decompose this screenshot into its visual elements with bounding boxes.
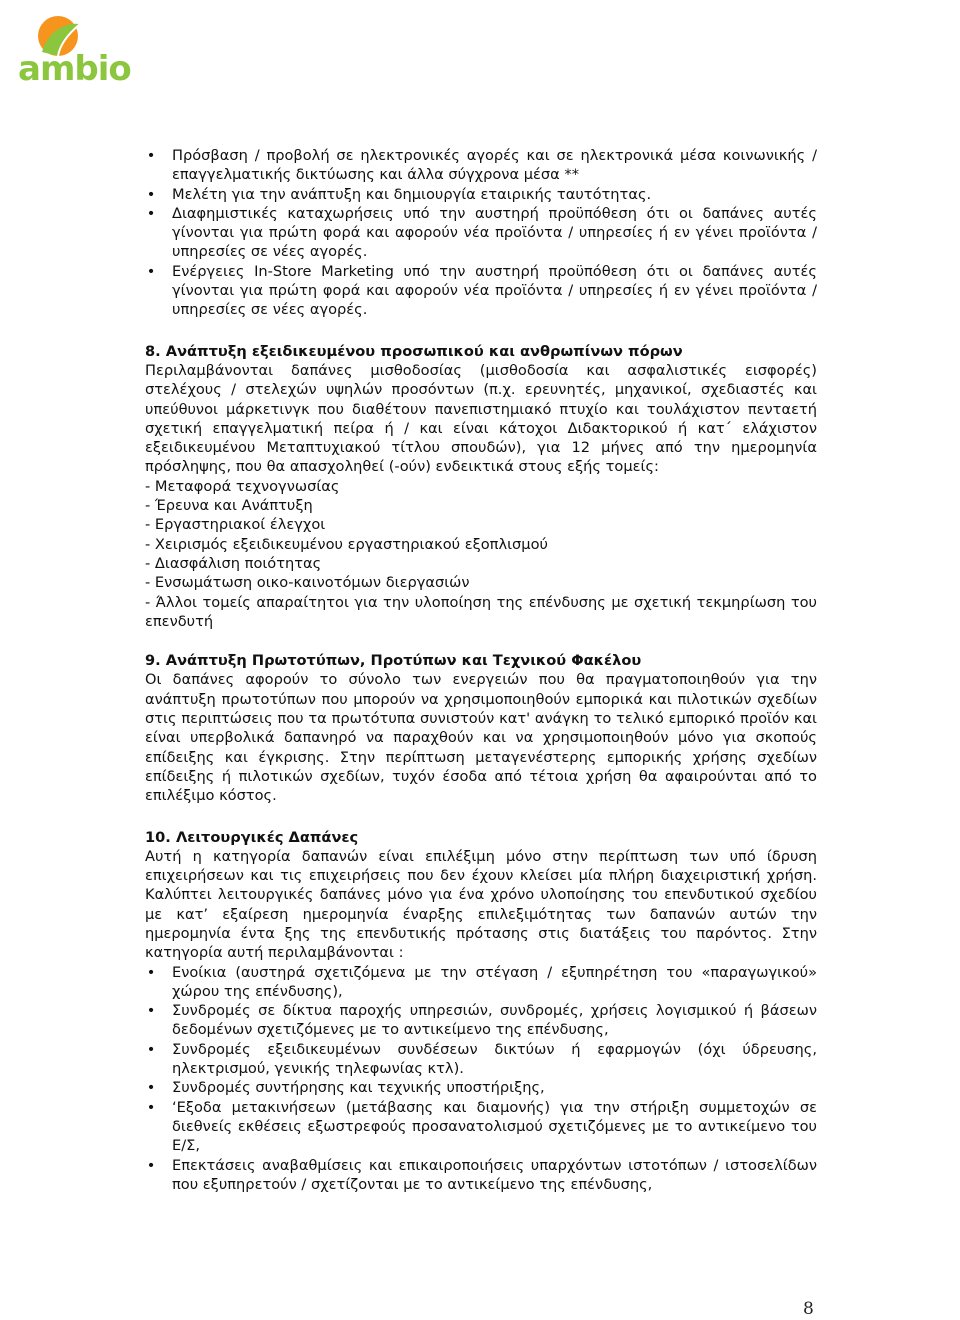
bullet-icon: •: [146, 1079, 156, 1097]
bullet-icon: •: [146, 1156, 156, 1174]
section-9-body: Οι δαπάνες αφορούν το σύνολο των ενεργειών που θα πραγματοποιηθούν για την ανάπτυξη πρωτοτύπων που μπορούν να χρησιμοποιηθούν εμπορικά και πιλοτικών σχεδίων στις περιπτώσεις που τα πρωτότυπα συνιστούν κατ' ανάγκη το τελικό εμπορικό προϊόν και είναι υπερβολικά δαπανηρό να παραχθούν και να χρησιμοποιηθούν μόνο για σκοπούς επίδειξης και έγκρισης. Στην περίπτωση μεταγενέστερης εμπορικής χρήσης σχεδίων επίδειξης ή πιλοτικών σχεδίων, τυχόν έσοδα από τέτοια χρήση θα αφαιρούνται από το επιλέξιμο κόστος.: [145, 671, 817, 805]
section-9-heading: [145, 651, 817, 670]
section-8-body: Περιλαμβάνονται δαπάνες μισθοδοσίας (μισθοδοσία και ασφαλιστικές εισφορές) στελέχους / στελεχών υψηλών προσόντων (π.χ. ερευνητές, μηχανικοί, σχεδιαστές και υπεύθυνοι μάρκετινγκ που διαθέτουν πανεπιστημιακό πτυχίο και τουλάχιστον πενταετή σχετική επαγγελματική πείρα ή / και είναι κάτοχοι Διδακτορικού ή κατ΄ ελάχιστον εξειδικευμένου Μεταπτυχιακού τίτλου σπουδών), για 12 μήνες από την ημερομηνία πρόσληψης, που θα απασχοληθεί (-ούν) ενδεικτικά στους εξής τομείς:: [145, 361, 817, 476]
page-number: 8: [803, 1299, 814, 1319]
section-8-number: 8.: [145, 342, 161, 360]
section-10-body: Αυτή η κατηγορία δαπανών είναι επιλέξιμη μόνο στην περίπτωση των υπό ίδρυση επιχειρήσεων και τις επιχειρήσεις που δεν έχουν κλείσει μία πλήρη διαχειριστική χρήση. Καλύπτει λειτουργικές δαπάνες μόνο για ένα χρόνο υλοποίησης του επενδυτικού σχεδίου με κατ’ εξαίρεση ημερομηνία έναρξης επιλεξιμότητας των δαπανών αυτών την ημερομηνία έντα ξης της επενδυτικής πρότασης στις διατάξεις του παρόντος. Στην κατηγορία αυτή περιλαμβάνονται :: [145, 847, 817, 962]
sector-item: - Χειρισμός εξειδικευμένου εργαστηριακού εξοπλισμού: [145, 535, 548, 553]
section-8-title: Ανάπτυξη εξειδικευμένου προσωπικού και ανθρωπίνων πόρων: [165, 342, 683, 360]
section-10-list: [145, 963, 817, 1195]
bullet-icon: •: [146, 147, 156, 164]
bullet-icon: •: [146, 1098, 156, 1116]
list-item: • Συνδρομές εξειδικευμένων συνδέσεων δικτύων ή εφαρμογών (όχι ύδρευσης, ηλεκτρισμού, γενικής τηλεφωνίας κτλ).: [146, 1040, 817, 1078]
list-item: • Μελέτη για την ανάπτυξη και δημιουργία εταιρικής ταυτότητας.: [146, 185, 652, 203]
bullet-icon: •: [146, 963, 156, 981]
sector-item: - Άλλοι τομείς απαραίτητοι για την υλοποίηση της επένδυσης με σχετική τεκμηρίωση του επενδυτή: [145, 593, 817, 630]
sector-item: - Ενσωμάτωση οικο-καινοτόμων διεργασιών: [145, 574, 470, 592]
section-8-heading: [145, 342, 817, 361]
bullet-icon: •: [146, 204, 156, 222]
list-item: • Πρόσβαση / προβολή σε ηλεκτρονικές αγορές και σε ηλεκτρονικά μέσα κοινωνικής / επαγγελματικής δικτύωσης και άλλα σύγχρονα μέσα **: [146, 147, 817, 184]
bullet-icon: •: [146, 262, 156, 280]
section-9-title: Ανάπτυξη Πρωτοτύπων, Προτύπων και Τεχνικού Φακέλου: [165, 652, 642, 670]
list-item: • Συνδρομές σε δίκτυα παροχής υπηρεσιών, συνδρομές, χρήσεις λογισμικού ή βάσεων δεδομένων σχετιζόμενες με το αντικείμενο της επένδυσης,: [146, 1002, 817, 1039]
logo-text: ambio: [18, 49, 131, 89]
section-9-number: 9.: [145, 652, 161, 670]
list-item: • Επεκτάσεις αναβαθμίσεις και επικαιροποιήσεις υπαρχόντων ιστοτόπων / ιστοσελίδων που εξυπηρετούν / σχετίζονται με το αντικείμενο της επένδυσης,: [146, 1156, 817, 1193]
list-item: • Διαφημιστικές καταχωρήσεις υπό την αυστηρή προϋπόθεση ότι οι δαπάνες αυτές γίνονται για πρώτη φορά και αφορούν νέα προϊόντα / υπηρεσίες ή εν γένει προϊόντα / υπηρεσίες σε νέες αγορές.: [146, 204, 817, 261]
sector-item: - Μεταφορά τεχνογνωσίας: [145, 477, 340, 495]
sector-item: - Έρευνα και Ανάπτυξη: [145, 497, 313, 515]
bullet-icon: •: [146, 1002, 156, 1020]
list-item: • Συνδρομές συντήρησης και τεχνικής υποστήριξης,: [146, 1079, 545, 1097]
sector-item: - Διασφάλιση ποιότητας: [145, 554, 322, 572]
top-bullet-list: [145, 146, 817, 320]
section-10-number: 10.: [145, 828, 171, 846]
bullet-icon: •: [146, 185, 156, 203]
section-10-heading: [145, 828, 817, 847]
section-10-title: Λειτουργικές Δαπάνες: [175, 828, 359, 846]
ambio-logo: [14, 10, 131, 90]
list-item: • Ενοίκια (αυστηρά σχετιζόμενα με την στέγαση / εξυπηρέτηση του «παραγωγικού» χώρου της επένδυσης),: [146, 963, 817, 1000]
document-body: [145, 146, 817, 1194]
list-item: • ‘Εξοδα μετακινήσεων (μετάβασης και διαμονής) για την στήριξη συμμετοχών σε διεθνείς εκθέσεις εξωστρεφούς προσανατολισμού σχετιζόμενες με το αντικείμενο του Ε/Σ,: [146, 1098, 817, 1155]
sector-item: - Εργαστηριακοί έλεγχοι: [145, 516, 326, 534]
list-item: • Ενέργειες In-Store Marketing υπό την αυστηρή προϋπόθεση ότι οι δαπάνες αυτές γίνονται για πρώτη φορά και αφορούν νέα προϊόντα / υπηρεσίες ή εν γένει προϊόντα / υπηρεσίες σε νέες αγορές.: [146, 262, 817, 319]
bullet-icon: •: [146, 1040, 156, 1058]
